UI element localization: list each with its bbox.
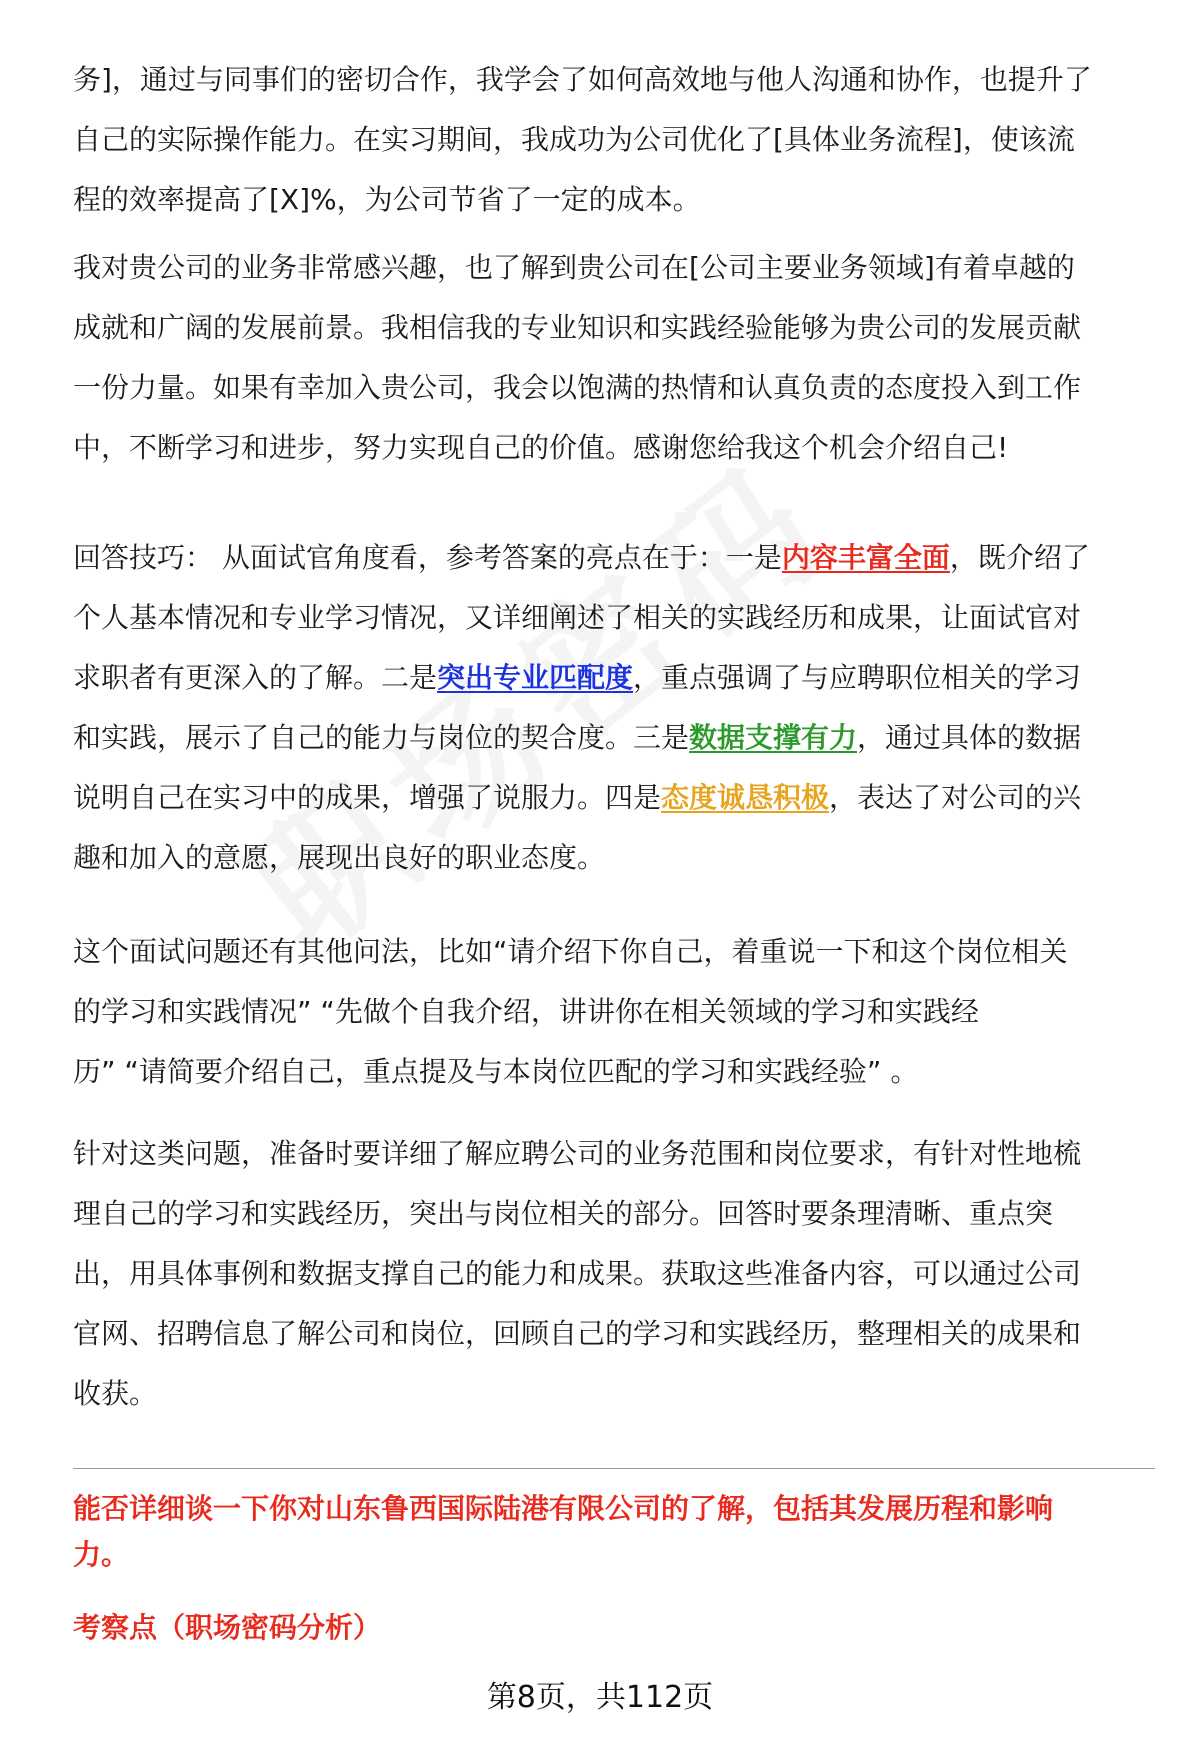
text-line: 务]，通过与同事们的密切合作，我学会了如何高效地与他人沟通和协作，也提升了 (73, 63, 1092, 96)
question-line: 力。 (73, 1538, 130, 1571)
text-line (73, 528, 1153, 588)
text-line: 中，不断学习和进步，努力实现自己的价值。感谢您给我这个机会介绍自己! (73, 431, 1009, 464)
text-segment: 说明自己在实习中的成果，增强了说服力。四是 (73, 781, 662, 814)
text-line: 历” “请简要介绍自己，重点提及与本岗位匹配的学习和实践经验” 。 (73, 1055, 919, 1088)
paragraph-answer-tips (73, 528, 1153, 888)
paragraph-company-interest (73, 238, 1153, 478)
question-line: 能否详细谈一下你对山东鲁西国际陆港有限公司的了解，包括其发展历程和影响 (73, 1492, 1054, 1525)
page-number: 第8页，共112页 (486, 1680, 714, 1715)
highlight-comprehensive: 内容丰富全面 (781, 541, 950, 574)
text-line (73, 648, 1153, 708)
text-line: 收获。 (73, 1377, 158, 1410)
text-line (73, 768, 1153, 828)
text-segment: 回答技巧： 从面试官角度看，参考答案的亮点在于：一是 (73, 541, 782, 574)
text-line: 我对贵公司的业务非常感兴趣，也了解到贵公司在[公司主要业务领域]有着卓越的 (73, 251, 1075, 284)
section-divider (73, 1468, 1155, 1469)
highlight-attitude: 态度诚恳积极 (661, 781, 830, 814)
text-line: 自己的实际操作能力。在实习期间，我成功为公司优化了[具体业务流程]，使该流 (73, 123, 1075, 156)
text-line (73, 708, 1153, 768)
text-segment: ，重点强调了与应聘职位相关的学习 (633, 661, 1082, 694)
text-line: 个人基本情况和专业学习情况，又详细阐述了相关的实践经历和成果，让面试官对 (73, 601, 1082, 634)
text-segment: ，既介绍了 (949, 541, 1090, 574)
text-line: 程的效率提高了[X]%，为公司节省了一定的成本。 (73, 183, 701, 216)
text-line: 针对这类问题，准备时要详细了解应聘公司的业务范围和岗位要求，有针对性地梳 (73, 1137, 1082, 1170)
section-heading: 考察点（职场密码分析） (73, 1611, 382, 1644)
text-segment: 和实践，展示了自己的能力与岗位的契合度。三是 (73, 721, 690, 754)
text-line: 的学习和实践情况” “先做个自我介绍，讲讲你在相关领域的学习和实践经 (73, 995, 979, 1028)
text-line: 成就和广阔的发展前景。我相信我的专业知识和实践经验能够为贵公司的发展贡献 (73, 311, 1082, 344)
highlight-data-support: 数据支撑有力 (689, 721, 858, 754)
paragraph-internship-results (73, 50, 1153, 230)
text-line: 理自己的学习和实践经历，突出与岗位相关的部分。回答时要条理清晰、重点突 (73, 1197, 1054, 1230)
text-line: 官网、招聘信息了解公司和岗位，回顾自己的学习和实践经历，整理相关的成果和 (73, 1317, 1082, 1350)
text-line: 这个面试问题还有其他问法，比如“请介绍下你自己，着重说一下和这个岗位相关 (73, 935, 1068, 968)
interview-question (73, 1486, 1153, 1578)
text-line: 一份力量。如果有幸加入贵公司，我会以饱满的热情和认真负责的态度投入到工作 (73, 371, 1082, 404)
paragraph-alternative-phrasings (73, 922, 1153, 1102)
paragraph-preparation-advice (73, 1124, 1153, 1424)
highlight-job-match: 突出专业匹配度 (437, 661, 634, 694)
text-segment: ，通过具体的数据 (857, 721, 1082, 754)
text-line: 出，用具体事例和数据支撑自己的能力和成果。获取这些准备内容，可以通过公司 (73, 1257, 1082, 1290)
text-segment: ，表达了对公司的兴 (829, 781, 1082, 814)
text-segment: 求职者有更深入的了解。二是 (73, 661, 438, 694)
text-line: 趣和加入的意愿，展现出良好的职业态度。 (73, 841, 606, 874)
